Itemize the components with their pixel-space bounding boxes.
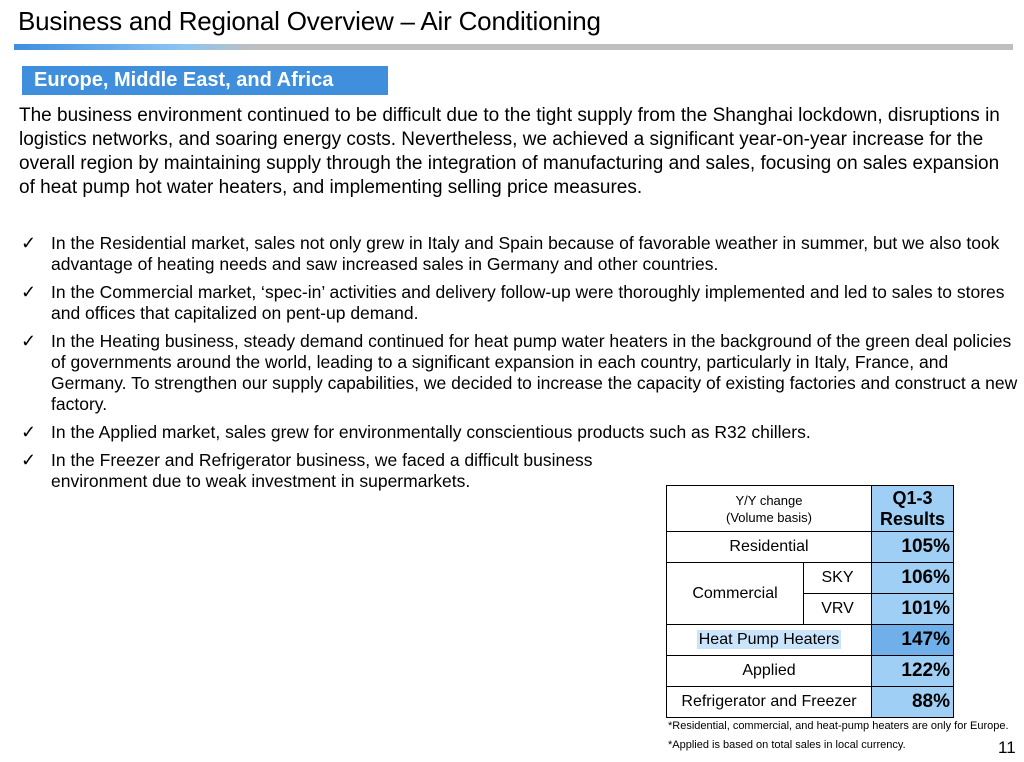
bullet-text: In the Heating business, steady demand continued for heat pump water heaters in the background of the green deal policies of governments around the world, leading to a significant expansion in each country, particularly in Italy, France, and Germany. To strengthen our supply capabilities, we decided to increase the capacity of existing factories and construct a new factory. [51, 331, 1018, 414]
row-value-residential: 105% [872, 532, 954, 563]
row-value-refrigerator: 88% [872, 687, 954, 718]
intro-paragraph: The business environment continued to be difficult due to the tight supply from the Shanghai lockdown, disruptions in logistics networks, and soaring energy costs. Nevertheless, we achieved a significant year-on-year increase for the overall region by maintaining supply through the integration of manufacturing and sales, focusing on sales expansion of heat pump hot water heaters, and implementing selling price measures. [19, 105, 1000, 198]
table-row [667, 625, 954, 656]
row-label-applied: Applied [667, 656, 872, 687]
table-header-results: Q1-3 Results [872, 486, 954, 532]
table-row [667, 656, 954, 687]
footnote-europe: *Residential, commercial, and heat-pump heaters are only for Europe. [668, 720, 1009, 732]
table-header-left [667, 486, 872, 532]
table-header-row [667, 486, 954, 532]
page-title: Business and Regional Overview – Air Conditioning [18, 6, 601, 36]
bullet-item-heating [19, 331, 1019, 415]
title-underline-accent [14, 44, 254, 50]
title-underline [14, 44, 1013, 50]
check-icon: ✓ [21, 233, 37, 253]
table-row [667, 532, 954, 563]
bullet-item-residential [19, 233, 1019, 275]
bullet-item-freezer [19, 450, 679, 492]
row-value-vrv: 101% [872, 594, 954, 625]
bullet-item-applied [19, 422, 1019, 443]
results-table [666, 485, 954, 718]
bullet-text: In the Freezer and Refrigerator business, we faced a difficult business environment due to weak investment in supermarkets. [51, 450, 593, 491]
footnote-applied: *Applied is based on total sales in local currency. [668, 739, 906, 751]
row-label-heat-pump-cell [667, 625, 872, 656]
header-volume-basis: (Volume basis) [726, 509, 812, 525]
bullet-text: In the Applied market, sales grew for environmentally conscientious products such as R32 chillers. [51, 422, 811, 442]
header-yy-change: Y/Y change [735, 492, 803, 508]
check-icon: ✓ [21, 331, 37, 351]
row-value-heat-pump: 147% [872, 625, 954, 656]
check-icon: ✓ [21, 450, 37, 470]
row-label-heat-pump: Heat Pump Heaters [698, 631, 840, 648]
row-label-commercial: Commercial [667, 563, 804, 625]
row-label-refrigerator: Refrigerator and Freezer [667, 687, 872, 718]
table-row [667, 563, 954, 594]
table-row [667, 687, 954, 718]
check-icon: ✓ [21, 422, 37, 442]
row-value-sky: 106% [872, 563, 954, 594]
check-icon: ✓ [21, 282, 37, 302]
row-value-applied: 122% [872, 656, 954, 687]
bullet-list [19, 233, 1019, 499]
region-heading: Europe, Middle East, and Africa [22, 66, 388, 95]
row-label-residential: Residential [667, 532, 872, 563]
page-number: 11 [998, 738, 1016, 757]
row-label-sky: SKY [804, 563, 872, 594]
bullet-text: In the Residential market, sales not only grew in Italy and Spain because of favorable weather in summer, but we also took advantage of heating needs and saw increased sales in Germany and other countries. [51, 233, 1000, 274]
bullet-item-commercial [19, 282, 1019, 324]
row-label-vrv: VRV [804, 594, 872, 625]
bullet-text: In the Commercial market, ‘spec-in’ activities and delivery follow-up were thoroughly implemented and led to sales to stores and offices that capitalized on pent-up demand. [51, 282, 1005, 323]
